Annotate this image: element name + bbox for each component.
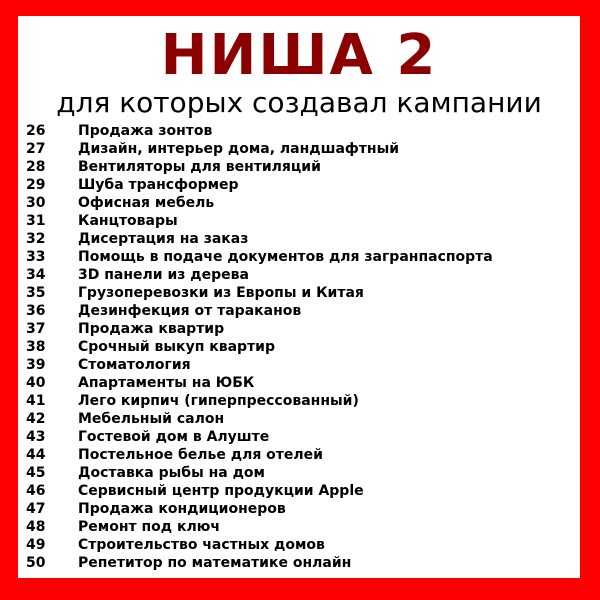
list-item [26, 320, 576, 338]
item-number: 35 [26, 285, 46, 301]
content-panel [18, 16, 580, 578]
list-item [26, 554, 576, 572]
item-label: Продажа зонтов [78, 123, 213, 139]
item-label: Репетитор по математике онлайн [78, 555, 352, 571]
item-number: 42 [26, 411, 46, 427]
niche-list [26, 122, 576, 572]
item-label: Мебельный салон [78, 411, 225, 427]
list-item [26, 338, 576, 356]
list-item [26, 266, 576, 284]
item-number: 41 [26, 393, 46, 409]
list-item [26, 284, 576, 302]
list-item [26, 464, 576, 482]
item-label: Ремонт под ключ [78, 519, 220, 535]
list-item [26, 356, 576, 374]
item-label: Лего кирпич (гиперпрессованный) [78, 393, 359, 409]
list-item [26, 410, 576, 428]
list-item [26, 122, 576, 140]
item-label: Строительство частных домов [78, 537, 325, 553]
page-title: НИША 2 [160, 23, 438, 88]
item-label: Дисертация на заказ [78, 231, 249, 247]
list-item [26, 212, 576, 230]
item-number: 30 [26, 195, 46, 211]
item-label: Шуба трансформер [78, 177, 239, 193]
item-number: 33 [26, 249, 46, 265]
page-subtitle: для которых создавал кампании [56, 86, 542, 119]
item-label: Гостевой дом в Алуште [78, 429, 270, 445]
item-number: 34 [26, 267, 46, 283]
item-number: 49 [26, 537, 46, 553]
list-item [26, 248, 576, 266]
item-number: 26 [26, 123, 46, 139]
item-number: 32 [26, 231, 46, 247]
item-number: 28 [26, 159, 46, 175]
item-number: 38 [26, 339, 46, 355]
item-number: 31 [26, 213, 46, 229]
item-number: 50 [26, 555, 46, 571]
item-number: 40 [26, 375, 46, 391]
list-item [26, 500, 576, 518]
item-label: Вентиляторы для вентиляций [78, 159, 321, 175]
list-item [26, 482, 576, 500]
item-label: Канцтовары [78, 213, 178, 229]
list-item [26, 158, 576, 176]
list-item [26, 446, 576, 464]
item-label: Апартаменты на ЮБК [78, 375, 255, 391]
item-label: Дезинфекция от тараканов [78, 303, 302, 319]
item-label: Доставка рыбы на дом [78, 465, 265, 481]
list-item [26, 374, 576, 392]
item-label: Помощь в подаче документов для загранпаспорта [78, 249, 493, 265]
item-number: 46 [26, 483, 46, 499]
list-item [26, 176, 576, 194]
item-label: Продажа кондиционеров [78, 501, 286, 517]
list-item [26, 392, 576, 410]
item-number: 27 [26, 141, 46, 157]
list-item [26, 230, 576, 248]
item-label: Продажа квартир [78, 321, 225, 337]
list-item [26, 140, 576, 158]
item-number: 39 [26, 357, 46, 373]
list-item [26, 428, 576, 446]
item-label: Дизайн, интерьер дома, ландшафтный [78, 141, 400, 157]
item-label: Офисная мебель [78, 195, 215, 211]
item-label: Сервисный центр продукции Apple [78, 483, 364, 499]
list-item [26, 536, 576, 554]
item-label: Грузоперевозки из Европы и Китая [78, 285, 364, 301]
item-number: 47 [26, 501, 46, 517]
item-label: Постельное белье для отелей [78, 447, 323, 463]
item-number: 37 [26, 321, 46, 337]
item-number: 48 [26, 519, 46, 535]
item-label: Срочный выкуп квартир [78, 339, 276, 355]
item-number: 44 [26, 447, 46, 463]
list-item [26, 194, 576, 212]
item-number: 29 [26, 177, 46, 193]
item-number: 36 [26, 303, 46, 319]
item-label: Стоматология [78, 357, 191, 373]
list-item [26, 518, 576, 536]
item-number: 45 [26, 465, 46, 481]
list-item [26, 302, 576, 320]
item-label: 3D панели из дерева [78, 267, 249, 283]
item-number: 43 [26, 429, 46, 445]
